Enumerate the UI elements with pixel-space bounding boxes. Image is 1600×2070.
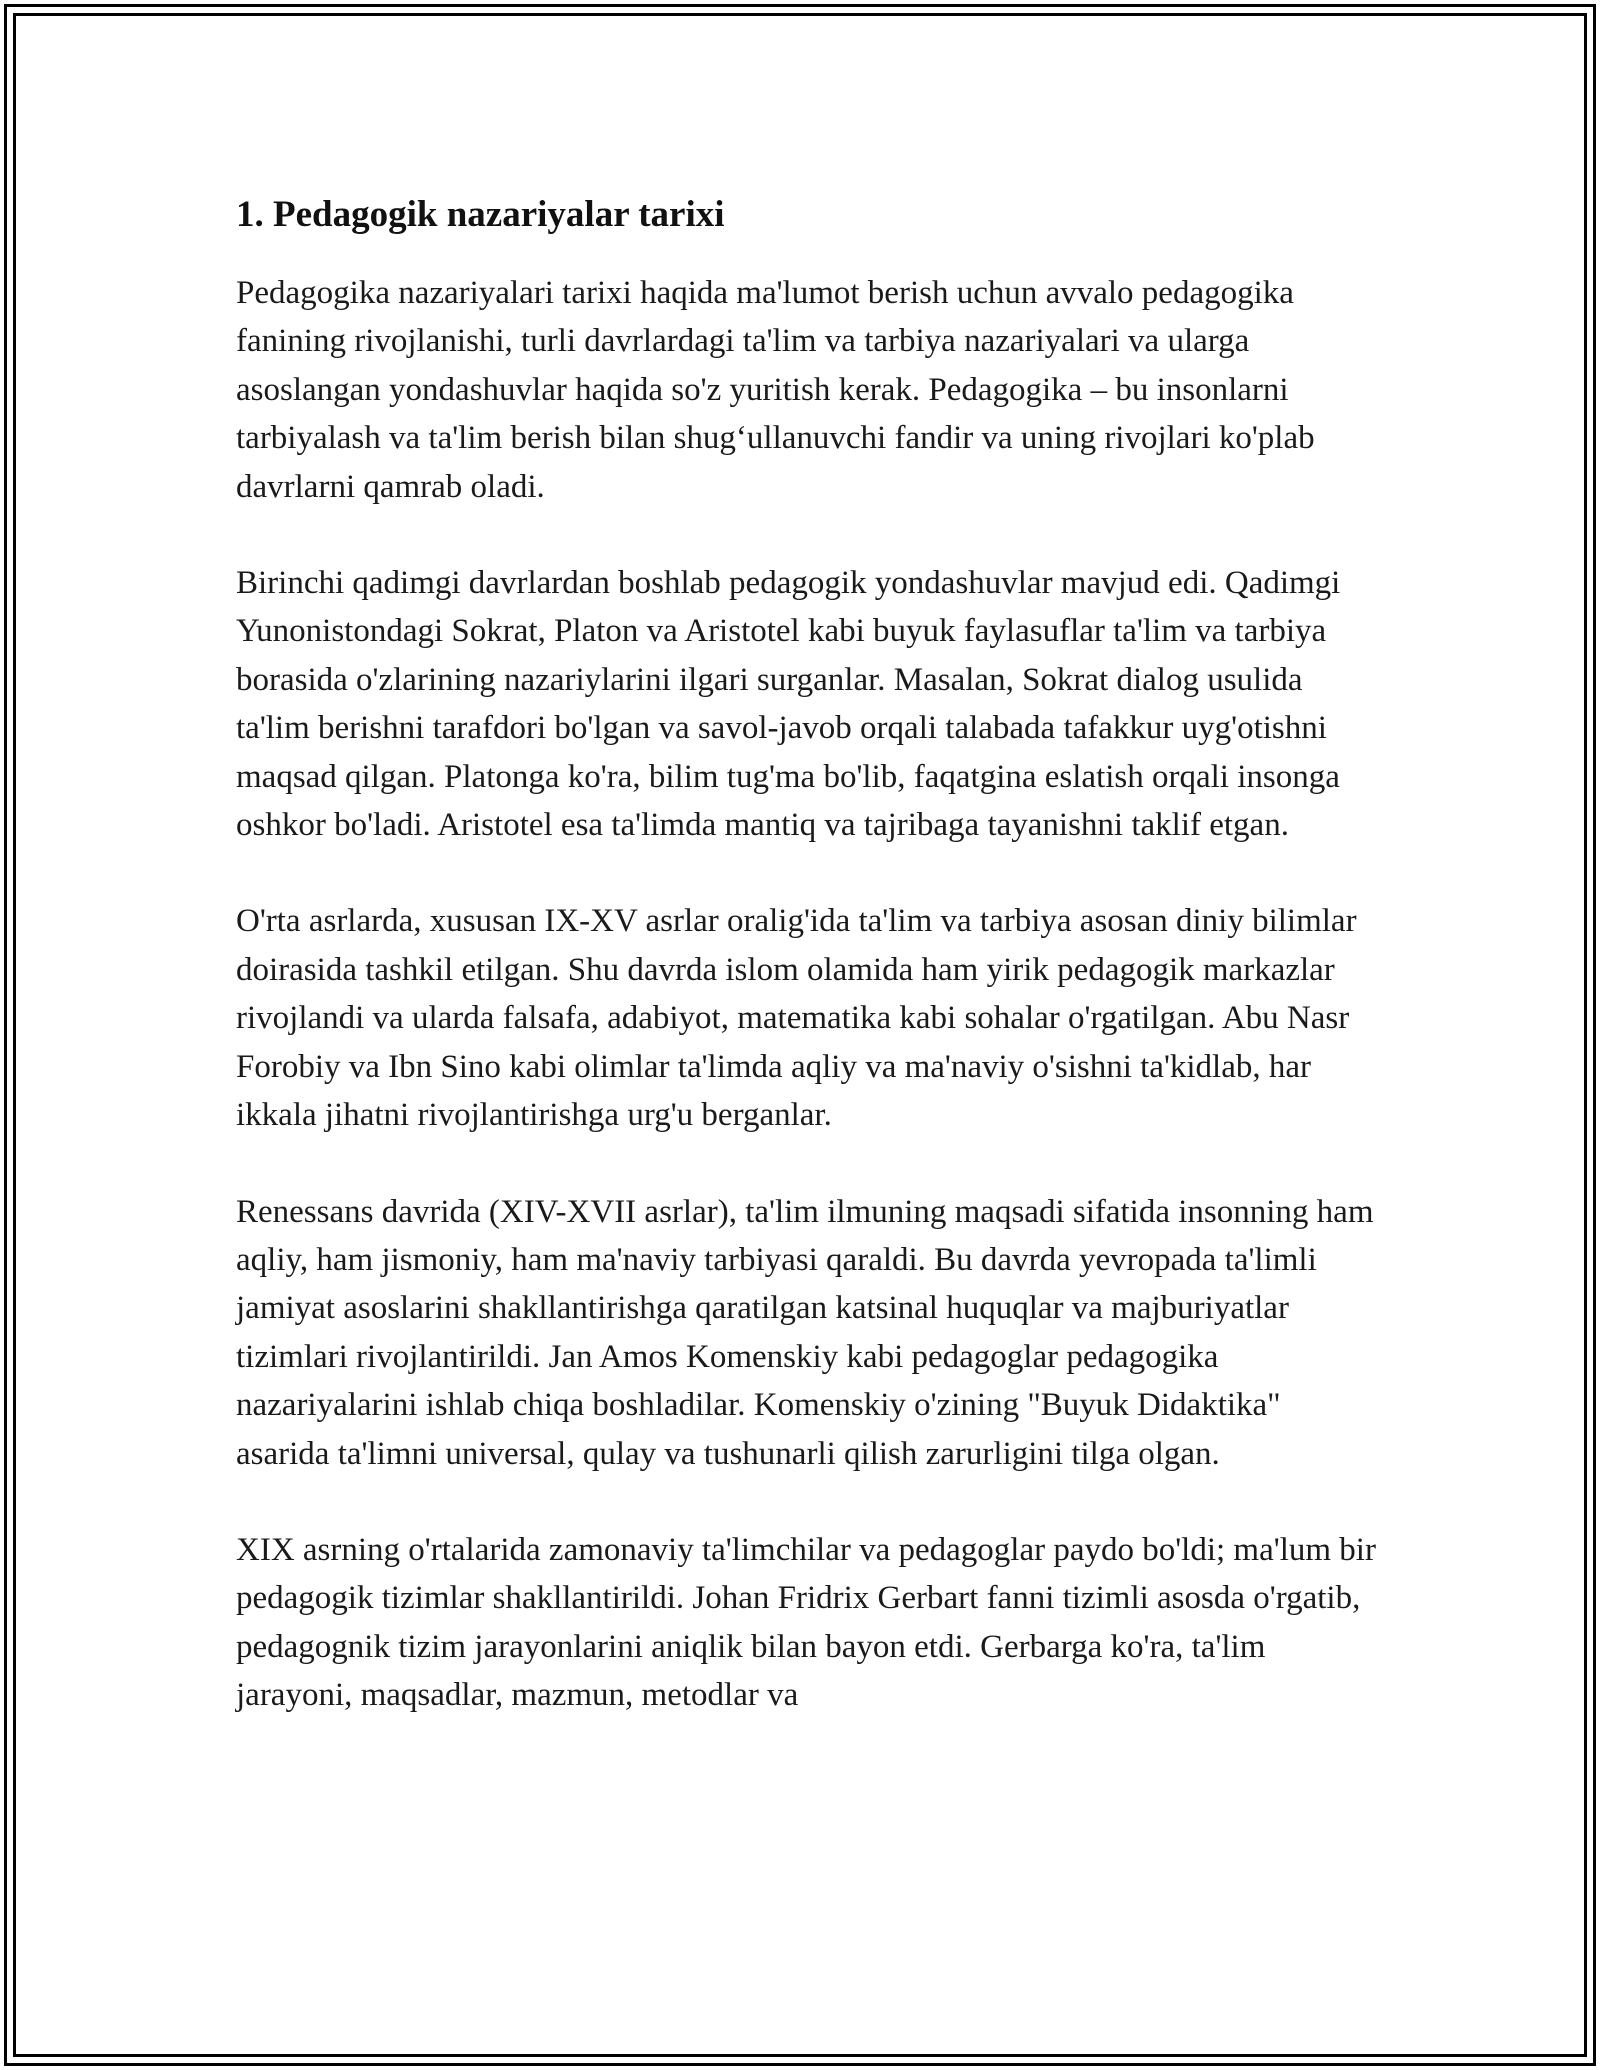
paragraph-renaissance: Renessans davrida (XIV-XVII asrlar), ta'lim ilmuning maqsadi sifatida insonning ham aqliy, ham jismoniy, ham ma'naviy tarbiyasi qaraldi. Bu davrda yevropada ta'limli jamiyat asoslarini shakllantirishga qaratilgan katsinal huquqlar va majburiyatlar tizimlari rivojlantirildi. Jan Amos Komenskiy kabi pedagoglar pedagogika nazariyalarini ishlab chiqa boshladilar. Komenskiy o'zining "Buyuk Didaktika" asarida ta'limni universal, qulay va tushunarli qilish zarurligini tilga olgan.	[236, 1193, 1374, 1472]
document-body	[236, 183, 1376, 1768]
paragraph-ancient: Birinchi qadimgi davrlardan boshlab pedagogik yondashuvlar mavjud edi. Qadimgi Yunonistondagi Sokrat, Platon va Aristotel kabi buyuk faylasuflar ta'lim va tarbiya borasida o'zlarining nazariylarini ilgari surganlar. Masalan, Sokrat dialog usulida ta'lim berishni tarafdori bo'lgan va savol-javob orqali talabada tafakkur uyg'otishni maqsad qilgan. Platonga ko'ra, bilim tug'ma bo'lib, faqatgina eslatish orqali insonga oshkor bo'ladi. Aristotel esa ta'limda mantiq va tajribaga tayanishni taklif etgan.	[236, 565, 1341, 844]
paragraph-middle-ages: O'rta asrlarda, xususan IX-XV asrlar oralig'ida ta'lim va tarbiya asosan diniy bilimlar doirasida tashkil etilgan. Shu davrda islom olamida ham yirik pedagogik markazlar rivojlandi va ularda falsafa, adabiyot, matematika kabi sohalar o'rgatilgan. Abu Nasr Forobiy va Ibn Sino kabi olimlar ta'limda aqliy va ma'naviy o'sishni ta'kidlab, har ikkala jihatni rivojlantirishga urg'u berganlar.	[236, 903, 1357, 1134]
paragraph-intro: Pedagogika nazariyalari tarixi haqida ma'lumot berish uchun avvalo pedagogika fanining rivojlanishi, turli davrlardagi ta'lim va tarbiya nazariyalari va ularga asoslangan yondashuvlar haqida so'z yuritish kerak. Pedagogika – bu insonlarni tarbiyalash va ta'lim berish bilan shug‘ullanuvchi fandir va uning rivojlari ko'plab davrlarni qamrab oladi.	[236, 275, 1315, 505]
section-heading: 1. Pedagogik nazariyalar tarixi	[236, 194, 725, 235]
paragraph-nineteenth-century: XIX asrning o'rtalarida zamonaviy ta'limchilar va pedagoglar paydo bo'ldi; ma'lum bir pedagogik tizimlar shakllantirildi. Johan Fridrix Gerbart fanni tizimli asosda o'rgatib, pedagognik tizim jarayonlarini aniqlik bilan bayon etdi. Gerbarga ko'ra, ta'lim jarayoni, maqsadlar, mazmun, metodlar va	[236, 1531, 1376, 1714]
